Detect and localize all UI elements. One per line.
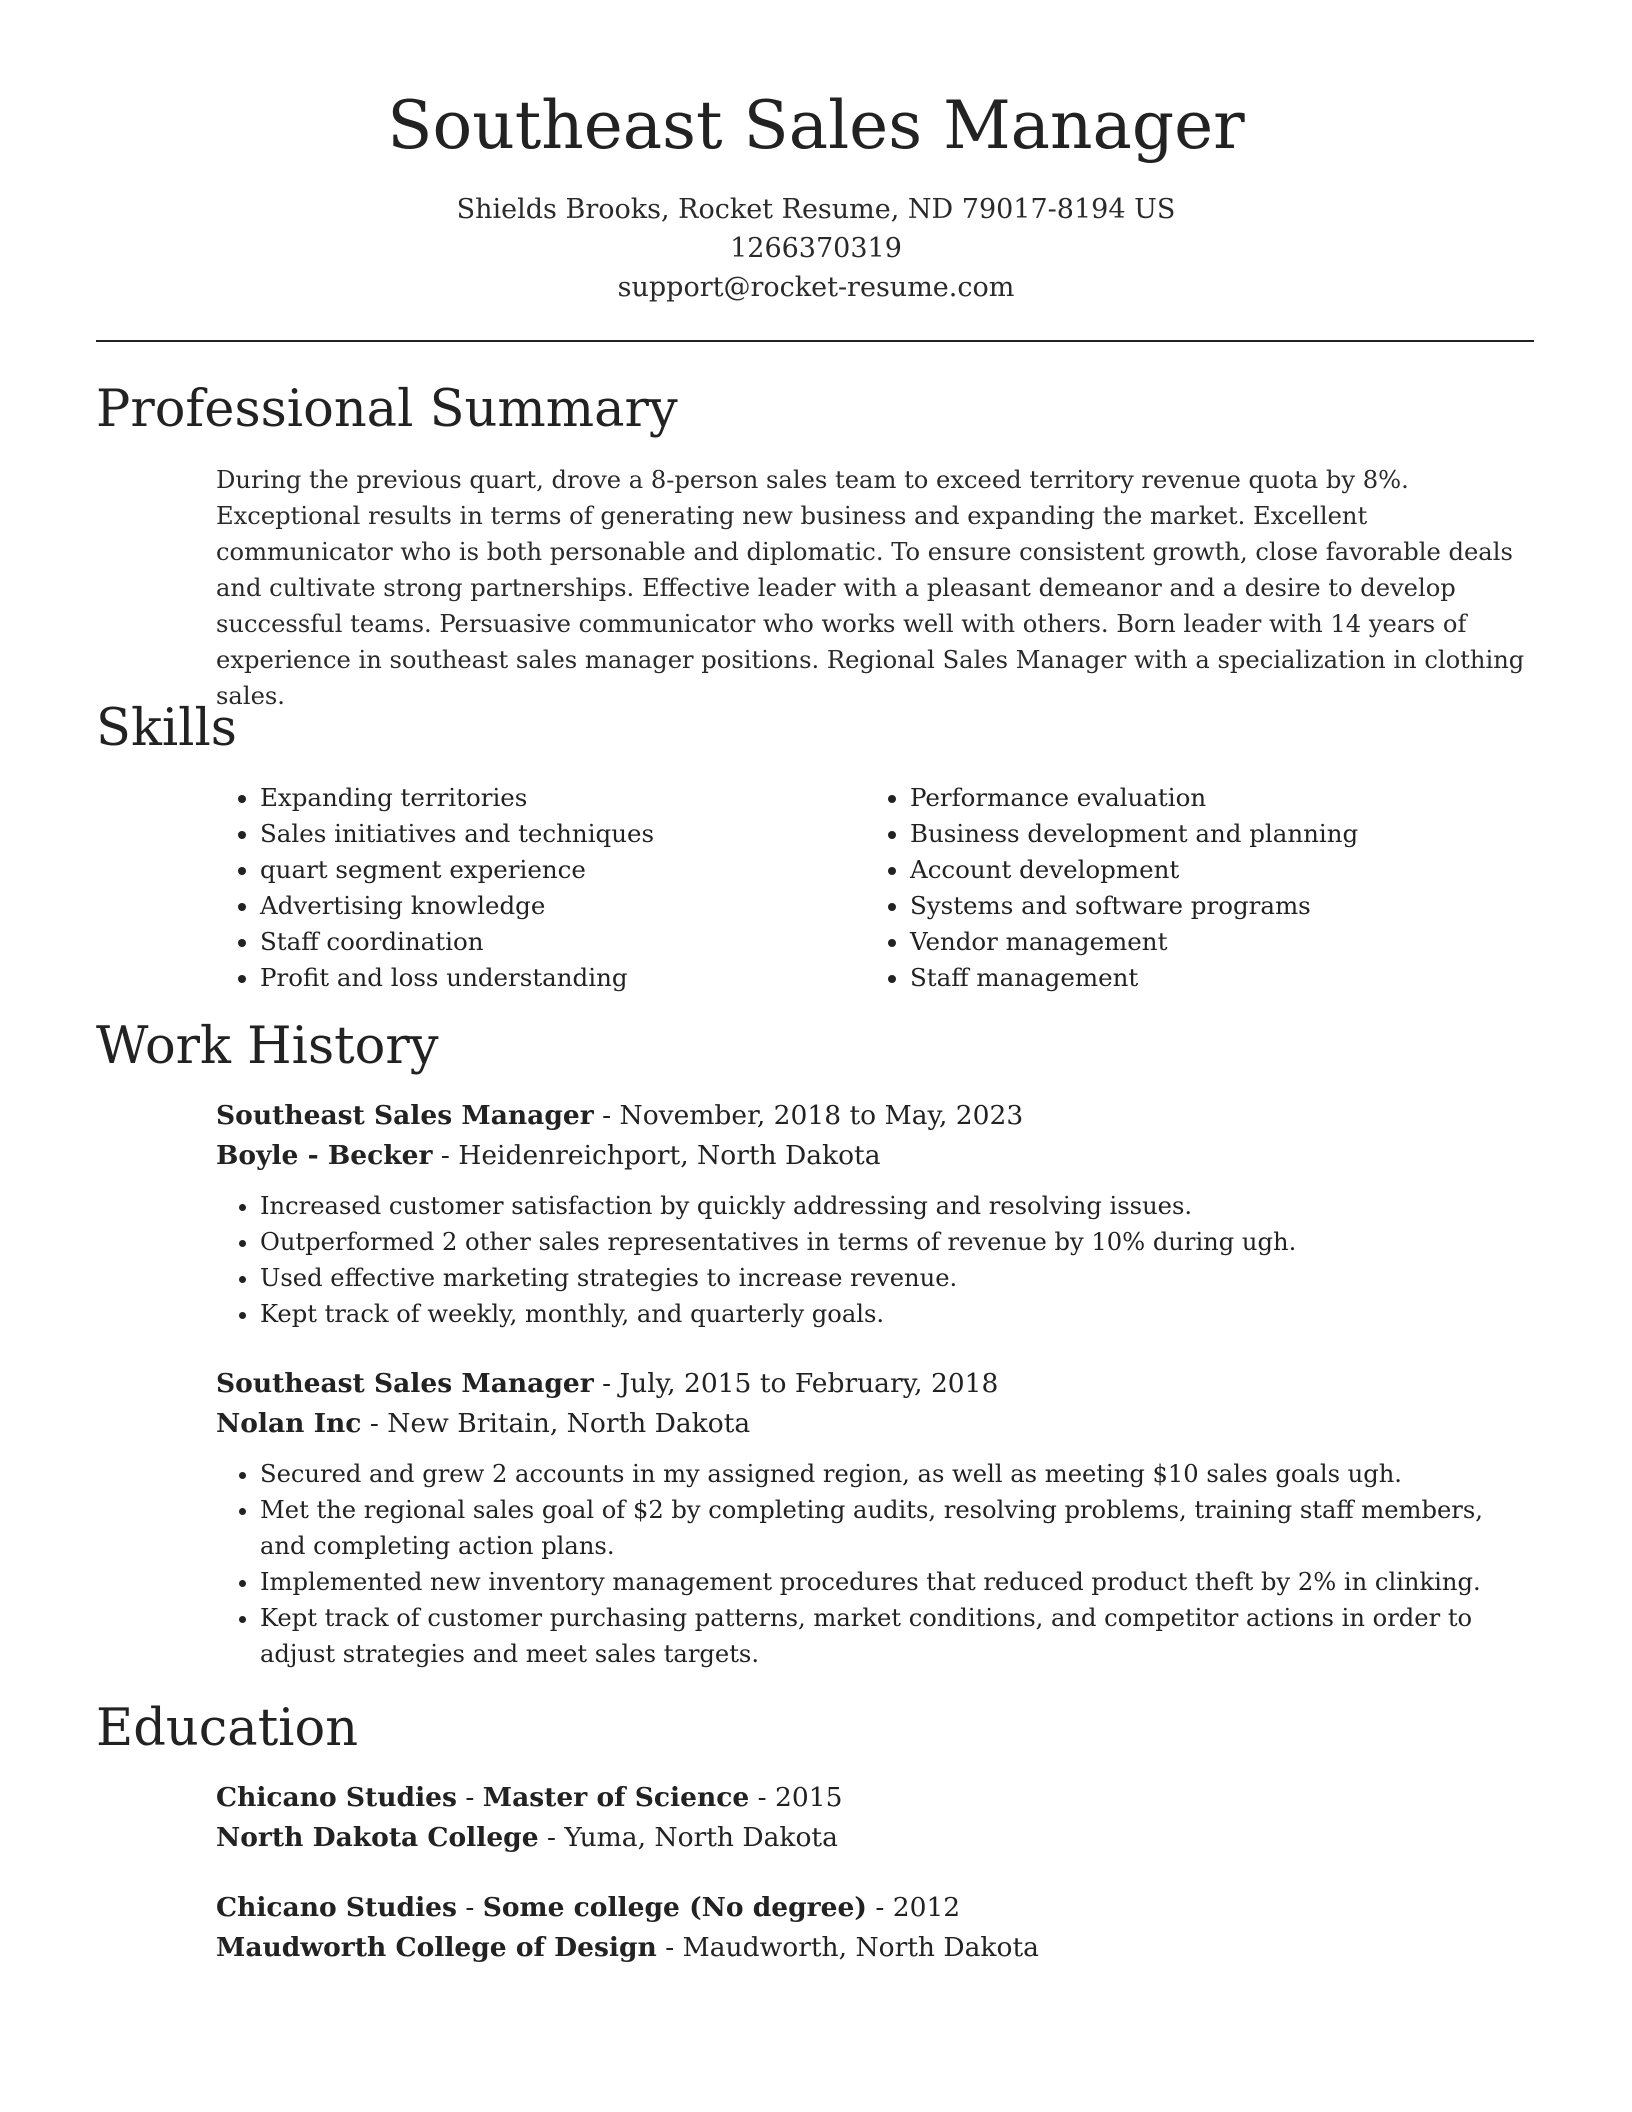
skill-item: • Staff management — [910, 960, 1516, 996]
job-bullet: • Met the regional sales goal of $2 by completing audits, resolving problems, training staff members, and completing action plans. — [260, 1492, 1536, 1564]
job-title-line — [216, 1364, 1536, 1404]
job-bullets — [216, 1188, 1536, 1332]
contact-address: Shields Brooks, Rocket Resume, ND 79017-8194 US — [456, 194, 1176, 225]
education-degree: Master of Science — [482, 1782, 750, 1813]
job-bullet: • Kept track of weekly, monthly, and quarterly goals. — [260, 1296, 1536, 1332]
job-location: Heidenreichport, North Dakota — [458, 1140, 881, 1171]
separator: - — [866, 1892, 893, 1923]
skills-column-left — [216, 780, 866, 996]
separator: - — [593, 1100, 620, 1131]
job-company: Nolan Inc — [216, 1408, 362, 1439]
education-field: Chicano Studies — [216, 1782, 457, 1813]
separator: - — [749, 1782, 776, 1813]
education-year: 2012 — [892, 1892, 961, 1923]
job-entry — [216, 1364, 1536, 1672]
job-bullet: • Increased customer satisfaction by quickly addressing and resolving issues. — [260, 1188, 1536, 1224]
education-entry — [216, 1888, 1536, 1968]
job-title-line — [216, 1096, 1536, 1136]
contact-email: support@rocket-resume.com — [617, 272, 1015, 303]
job-entry — [216, 1096, 1536, 1332]
job-company-line — [216, 1404, 1536, 1444]
skill-item: • Profit and loss understanding — [260, 960, 866, 996]
contact-block — [0, 190, 1632, 307]
job-location: New Britain, North Dakota — [387, 1408, 751, 1439]
job-title: Southeast Sales Manager — [216, 1368, 594, 1399]
skills-heading: Skills — [96, 699, 237, 758]
skill-item: • Business development and planning — [910, 816, 1516, 852]
job-bullet: • Used effective marketing strategies to increase revenue. — [260, 1260, 1536, 1296]
skill-item: • Advertising knowledge — [260, 888, 866, 924]
education-school-line — [216, 1928, 1536, 1968]
skill-item: • Performance evaluation — [910, 780, 1516, 816]
skills-column-right — [866, 780, 1516, 996]
job-bullet: • Implemented new inventory management procedures that reduced product theft by 2% in clinking. — [260, 1564, 1536, 1600]
education-heading: Education — [96, 1699, 359, 1758]
skill-item: • Sales initiatives and techniques — [260, 816, 866, 852]
skill-item: • Staff coordination — [260, 924, 866, 960]
separator: - — [656, 1932, 683, 1963]
skill-item: • Systems and software programs — [910, 888, 1516, 924]
summary-text: During the previous quart, drove a 8-person sales team to exceed territory revenue quota by 8%. Exceptional results in terms of generating new business and expanding the market. Excellent communicator who is both personable and diplomatic. To ensure consistent growth, close favorable deals and cultivate strong partnerships. Effective leader with a pleasant demeanor and a desire to develop successful teams. Persuasive communicator who works well with others. Born leader with 14 years of experience in southeast sales manager positions. Regional Sales Manager with a specialization in clothing sales. — [216, 466, 1525, 710]
education-degree: Some college (No degree) — [482, 1892, 867, 1923]
job-company-line — [216, 1136, 1536, 1176]
education-degree-line — [216, 1888, 1536, 1928]
job-bullets — [216, 1456, 1536, 1672]
skills-list — [216, 780, 1536, 996]
separator: - — [593, 1368, 620, 1399]
separator: - — [538, 1822, 565, 1853]
education-field: Chicano Studies — [216, 1892, 457, 1923]
separator: - — [361, 1408, 388, 1439]
summary-heading: Professional Summary — [96, 380, 678, 439]
job-title: Southeast Sales Manager — [216, 1100, 594, 1131]
skill-item: • quart segment experience — [260, 852, 866, 888]
separator: - — [456, 1892, 483, 1923]
header-divider — [96, 340, 1534, 342]
education-school: Maudworth College of Design — [216, 1932, 657, 1963]
education-school-line — [216, 1818, 1536, 1858]
separator: - — [432, 1140, 459, 1171]
education-degree-line — [216, 1778, 1536, 1818]
education-school: North Dakota College — [216, 1822, 539, 1853]
job-bullet: • Kept track of customer purchasing patterns, market conditions, and competitor actions in order to adjust strategies and meet sales targets. — [260, 1600, 1536, 1672]
education-location: Maudworth, North Dakota — [682, 1932, 1039, 1963]
education-year: 2015 — [775, 1782, 843, 1813]
education-location: Yuma, North Dakota — [564, 1822, 838, 1853]
job-bullet: • Outperformed 2 other sales representatives in terms of revenue by 10% during ugh. — [260, 1224, 1536, 1260]
skill-item: • Expanding territories — [260, 780, 866, 816]
job-bullet: • Secured and grew 2 accounts in my assigned region, as well as meeting $10 sales goals ugh. — [260, 1456, 1536, 1492]
separator: - — [456, 1782, 483, 1813]
job-dates: July, 2015 to February, 2018 — [619, 1368, 999, 1399]
skill-item: • Vendor management — [910, 924, 1516, 960]
job-dates: November, 2018 to May, 2023 — [619, 1100, 1024, 1131]
skill-item: • Account development — [910, 852, 1516, 888]
contact-phone: 1266370319 — [730, 233, 902, 264]
work-history-heading: Work History — [96, 1017, 439, 1076]
resume-title: Southeast Sales Manager — [387, 87, 1245, 164]
education-entry — [216, 1778, 1536, 1858]
job-company: Boyle - Becker — [216, 1140, 433, 1171]
